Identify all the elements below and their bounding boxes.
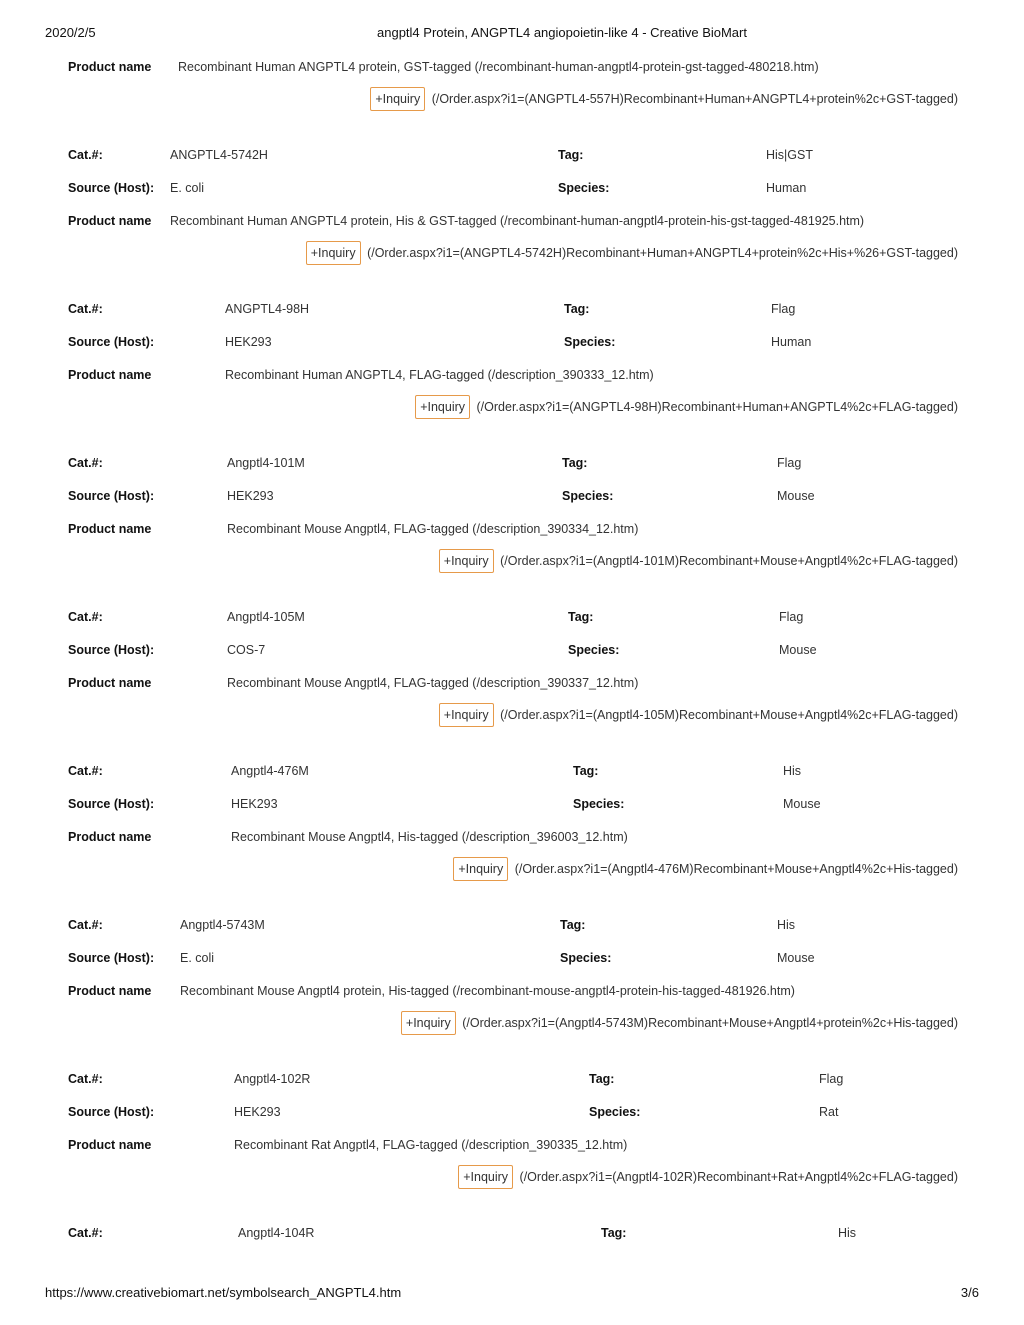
source-value: HEK293	[234, 1105, 281, 1119]
species-value: Mouse	[777, 951, 815, 965]
tag-label: Tag:	[564, 302, 590, 316]
product-name-link[interactable]: Recombinant Human ANGPTL4 protein, GST-tagged (/recombinant-human-angptl4-protein-gst-tagged-480218.htm)	[178, 60, 819, 74]
tag-value: Flag	[779, 610, 804, 624]
source-label: Source (Host):	[68, 951, 155, 965]
inquiry-button[interactable]: +Inquiry	[439, 703, 494, 727]
species-value: Mouse	[777, 489, 815, 503]
product-name-link[interactable]: Recombinant Mouse Angptl4, FLAG-tagged (/description_390337_12.htm)	[227, 676, 639, 690]
inquiry-row	[401, 1009, 958, 1035]
source-species-row	[68, 1103, 958, 1121]
inquiry-row	[453, 855, 958, 881]
product-name-row	[68, 982, 958, 1000]
tag-label: Tag:	[560, 918, 586, 932]
cat-label: Cat.#:	[68, 1072, 103, 1086]
tag-label: Tag:	[573, 764, 599, 778]
tag-value: His	[838, 1226, 857, 1240]
tag-label: Tag:	[601, 1226, 627, 1240]
product-name-link[interactable]: Recombinant Mouse Angptl4, His-tagged (/description_396003_12.htm)	[231, 830, 628, 844]
source-value: E. coli	[180, 951, 215, 965]
product-name-row	[68, 520, 958, 538]
cat-tag-row	[68, 916, 958, 934]
species-label: Species:	[568, 643, 620, 657]
product-name-link[interactable]: Recombinant Human ANGPTL4 protein, His & GST-tagged (/recombinant-human-angptl4-protein-his-gst-tagged-481925.htm)	[170, 214, 865, 228]
cat-value: ANGPTL4-5742H	[170, 148, 268, 162]
inquiry-link[interactable]: (/Order.aspx?i1=(Angptl4-5743M)Recombinant+Mouse+Angptl4+protein%2c+His-tagged)	[462, 1015, 958, 1030]
inquiry-button[interactable]: +Inquiry	[458, 1165, 513, 1189]
product-name-row	[68, 58, 958, 76]
cat-label: Cat.#:	[68, 456, 103, 470]
species-value: Human	[766, 181, 807, 195]
inquiry-link[interactable]: (/Order.aspx?i1=(Angptl4-105M)Recombinant+Mouse+Angptl4%2c+FLAG-tagged)	[500, 707, 958, 722]
inquiry-button[interactable]: +Inquiry	[306, 241, 361, 265]
cat-label: Cat.#:	[68, 302, 103, 316]
inquiry-button[interactable]: +Inquiry	[401, 1011, 456, 1035]
cat-tag-row	[68, 1224, 958, 1242]
product-name-link[interactable]: Recombinant Mouse Angptl4 protein, His-tagged (/recombinant-mouse-angptl4-protein-his-tagged-481926.htm)	[180, 984, 795, 998]
inquiry-row	[439, 547, 958, 573]
cat-value: Angptl4-104R	[238, 1226, 315, 1240]
species-label: Species:	[558, 181, 610, 195]
cat-label: Cat.#:	[68, 764, 103, 778]
source-value: COS-7	[227, 643, 266, 657]
product-name-link[interactable]: Recombinant Rat Angptl4, FLAG-tagged (/description_390335_12.htm)	[234, 1138, 628, 1152]
cat-value: Angptl4-476M	[231, 764, 309, 778]
page-number: 3/6	[960, 1285, 979, 1300]
source-value: HEK293	[231, 797, 278, 811]
cat-value: Angptl4-102R	[234, 1072, 311, 1086]
product-name-row	[68, 1136, 958, 1154]
cat-value: Angptl4-105M	[227, 610, 305, 624]
cat-label: Cat.#:	[68, 610, 103, 624]
product-name-label: Product name	[68, 676, 152, 690]
species-label: Species:	[560, 951, 612, 965]
inquiry-link[interactable]: (/Order.aspx?i1=(ANGPTL4-5742H)Recombinant+Human+ANGPTL4+protein%2c+His+%26+GST-tagged)	[367, 245, 958, 260]
product-name-link[interactable]: Recombinant Mouse Angptl4, FLAG-tagged (/description_390334_12.htm)	[227, 522, 639, 536]
tag-value: His	[783, 764, 802, 778]
tag-value: His|GST	[766, 148, 813, 162]
source-species-row	[68, 333, 958, 351]
cat-tag-row	[68, 454, 958, 472]
product-name-label: Product name	[68, 1138, 152, 1152]
tag-value: His	[777, 918, 796, 932]
source-species-row	[68, 641, 958, 659]
inquiry-link[interactable]: (/Order.aspx?i1=(Angptl4-102R)Recombinant+Rat+Angptl4%2c+FLAG-tagged)	[519, 1169, 958, 1184]
species-value: Rat	[819, 1105, 839, 1119]
inquiry-row	[370, 85, 958, 111]
product-name-row	[68, 674, 958, 692]
species-label: Species:	[573, 797, 625, 811]
tag-label: Tag:	[568, 610, 594, 624]
species-value: Mouse	[779, 643, 817, 657]
product-name-label: Product name	[68, 368, 152, 382]
cat-tag-row	[68, 762, 958, 780]
product-name-row	[68, 212, 958, 230]
cat-label: Cat.#:	[68, 148, 103, 162]
inquiry-button[interactable]: +Inquiry	[415, 395, 470, 419]
cat-value: ANGPTL4-98H	[225, 302, 310, 316]
cat-value: Angptl4-5743M	[180, 918, 265, 932]
cat-label: Cat.#:	[68, 918, 103, 932]
species-label: Species:	[564, 335, 616, 349]
inquiry-row	[306, 239, 958, 265]
cat-tag-row	[68, 300, 958, 318]
tag-label: Tag:	[589, 1072, 615, 1086]
tag-label: Tag:	[558, 148, 584, 162]
product-name-label: Product name	[68, 522, 152, 536]
product-name-link[interactable]: Recombinant Human ANGPTL4, FLAG-tagged (/description_390333_12.htm)	[225, 368, 654, 382]
page-title: angptl4 Protein, ANGPTL4 angiopoietin-like 4 - Creative BioMart	[377, 25, 747, 40]
tag-value: Flag	[771, 302, 796, 316]
cat-tag-row	[68, 146, 958, 164]
inquiry-button[interactable]: +Inquiry	[370, 87, 425, 111]
inquiry-link[interactable]: (/Order.aspx?i1=(ANGPTL4-557H)Recombinant+Human+ANGPTL4+protein%2c+GST-tagged)	[431, 91, 958, 106]
page-url: https://www.creativebiomart.net/symbolsearch_ANGPTL4.htm	[45, 1285, 402, 1300]
source-label: Source (Host):	[68, 181, 155, 195]
source-label: Source (Host):	[68, 489, 155, 503]
source-label: Source (Host):	[68, 797, 155, 811]
source-species-row	[68, 179, 958, 197]
inquiry-row	[458, 1163, 958, 1189]
source-value: HEK293	[225, 335, 272, 349]
product-name-label: Product name	[68, 214, 152, 228]
source-species-row	[68, 795, 958, 813]
tag-label: Tag:	[562, 456, 588, 470]
product-name-label: Product name	[68, 830, 152, 844]
species-label: Species:	[589, 1105, 641, 1119]
source-species-row	[68, 487, 958, 505]
cat-label: Cat.#:	[68, 1226, 103, 1240]
tag-value: Flag	[777, 456, 802, 470]
cat-tag-row	[68, 608, 958, 626]
cat-value: Angptl4-101M	[227, 456, 305, 470]
product-name-label: Product name	[68, 984, 152, 998]
tag-value: Flag	[819, 1072, 844, 1086]
source-species-row	[68, 949, 958, 967]
inquiry-link[interactable]: (/Order.aspx?i1=(ANGPTL4-98H)Recombinant+Human+ANGPTL4%2c+FLAG-tagged)	[476, 399, 958, 414]
product-name-row	[68, 828, 958, 846]
product-name-label: Product name	[68, 60, 152, 74]
inquiry-link[interactable]: (/Order.aspx?i1=(Angptl4-476M)Recombinant+Mouse+Angptl4%2c+His-tagged)	[514, 861, 958, 876]
source-label: Source (Host):	[68, 643, 155, 657]
species-value: Mouse	[783, 797, 821, 811]
source-label: Source (Host):	[68, 335, 155, 349]
species-label: Species:	[562, 489, 614, 503]
source-value: E. coli	[170, 181, 205, 195]
inquiry-button[interactable]: +Inquiry	[453, 857, 508, 881]
cat-tag-row	[68, 1070, 958, 1088]
source-value: HEK293	[227, 489, 274, 503]
inquiry-button[interactable]: +Inquiry	[439, 549, 494, 573]
product-name-row	[68, 366, 958, 384]
print-date: 2020/2/5	[45, 25, 96, 40]
inquiry-row	[439, 701, 958, 727]
inquiry-row	[415, 393, 958, 419]
inquiry-link[interactable]: (/Order.aspx?i1=(Angptl4-101M)Recombinant+Mouse+Angptl4%2c+FLAG-tagged)	[500, 553, 958, 568]
source-label: Source (Host):	[68, 1105, 155, 1119]
species-value: Human	[771, 335, 812, 349]
